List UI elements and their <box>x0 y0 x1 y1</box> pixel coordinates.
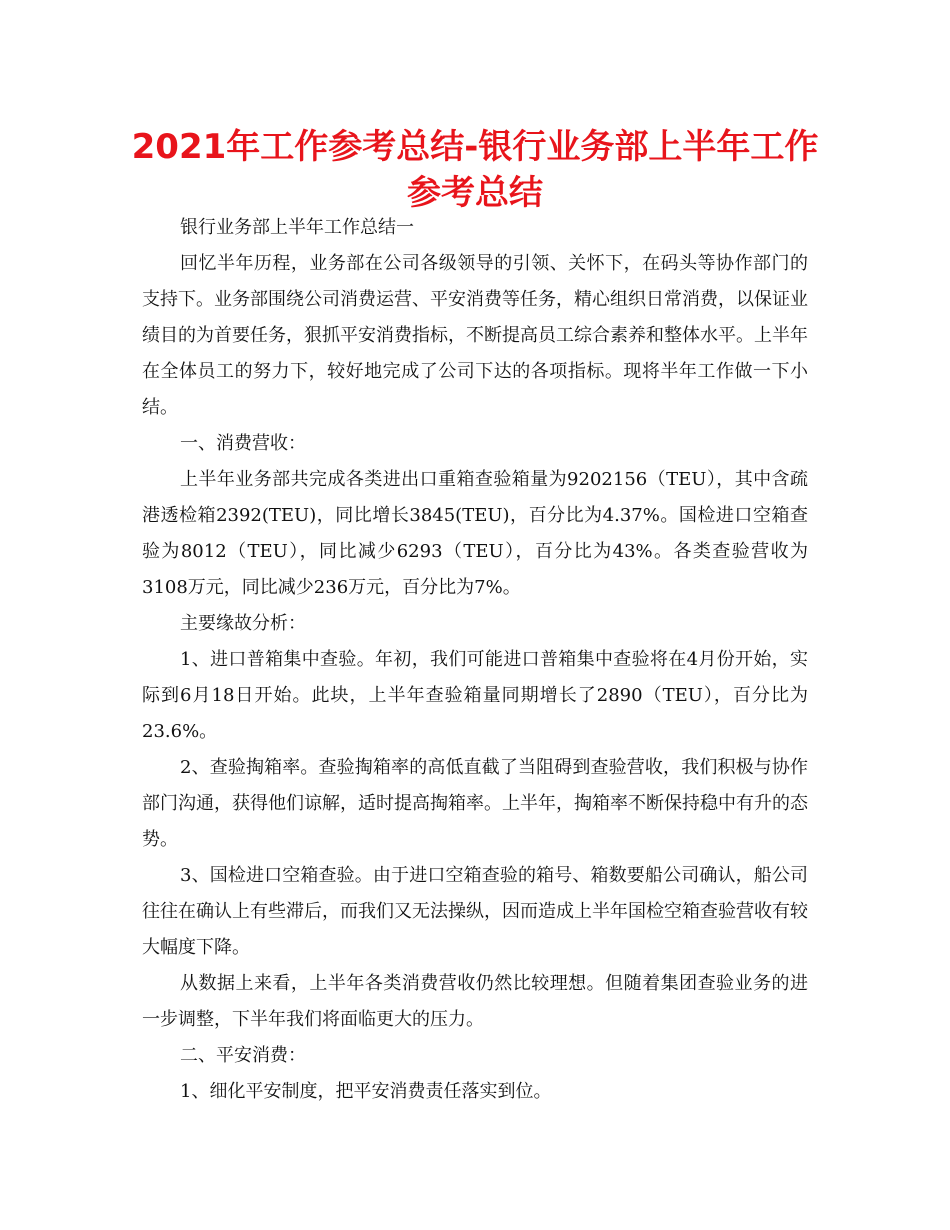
safety-item-1: 1、细化平安制度，把平安消费责任落实到位。 <box>180 1081 552 1102</box>
section-heading-revenue: 一、消费营收： <box>180 433 306 454</box>
document-body <box>142 210 808 1110</box>
section-heading-summary-one: 银行业务部上半年工作总结一 <box>180 217 414 238</box>
intro-paragraph: 回忆半年历程，业务部在公司各级领导的引领、关怀下，在码头等协作部门的支持下。业务部围绕公司消费运营、平安消费等任务，精心组织日常消费，以保证业绩目的为首要任务，狠抓平安消费指标，不断提高员工综合素养和整体水平。上半年在全体员工的努力下，较好地完成了公司下达的各项指标。现将半年工作做一下小结。 <box>142 253 808 418</box>
analysis-heading: 主要缘故分析： <box>180 613 306 634</box>
document-title: 2021年工作参考总结-银行业务部上半年工作参考总结 <box>131 127 819 213</box>
analysis-item-3: 3、国检进口空箱查验。由于进口空箱查验的箱号、箱数要船公司确认，船公司往往在确认上有些滞后，而我们又无法操纵，因而造成上半年国检空箱查验营收有较大幅度下降。 <box>142 865 808 958</box>
analysis-item-1: 1、进口普箱集中查验。年初，我们可能进口普箱集中查验将在4月份开始，实际到6月18日开始。此块，上半年查验箱量同期增长了2890（TEU），百分比为23.6%。 <box>142 649 808 742</box>
revenue-paragraph: 上半年业务部共完成各类进出口重箱查验箱量为9202156（TEU），其中含疏港透检箱2392(TEU)，同比增长3845(TEU)，百分比为4.37%。国检进口空箱查验为8012（TEU），同比减少6293（TEU），百分比为43%。各类查验营收为3108万元，同比减少236万元，百分比为7%。 <box>142 469 808 598</box>
data-summary-paragraph: 从数据上来看，上半年各类消费营收仍然比较理想。但随着集团查验业务的进一步调整，下半年我们将面临更大的压力。 <box>142 973 808 1030</box>
analysis-item-2: 2、查验掏箱率。查验掏箱率的高低直截了当阻碍到查验营收，我们积极与协作部门沟通，获得他们谅解，适时提高掏箱率。上半年，掏箱率不断保持稳中有升的态势。 <box>142 757 808 850</box>
section-heading-safety: 二、平安消费： <box>180 1045 306 1066</box>
